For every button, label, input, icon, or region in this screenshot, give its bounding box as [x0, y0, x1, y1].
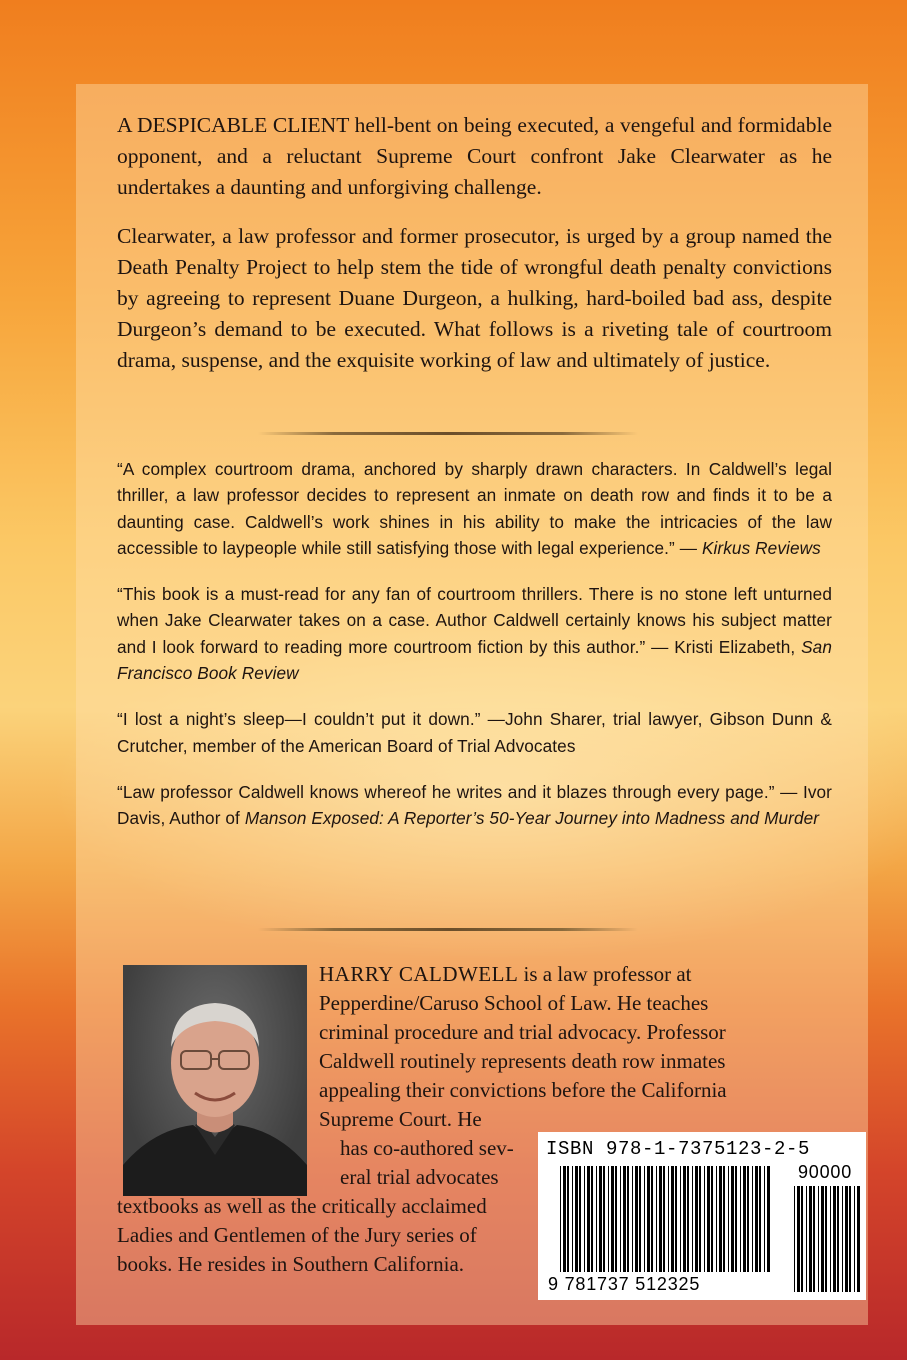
bio-text: is a law professor at [518, 962, 692, 986]
barcode-bar [740, 1166, 741, 1272]
barcode-bar [818, 1186, 819, 1292]
barcode-bar [623, 1166, 626, 1272]
barcode-bar [723, 1166, 725, 1272]
barcode-bar [567, 1166, 569, 1272]
barcode-bar [656, 1166, 657, 1272]
bio-line: Pepperdine/Caruso School of Law. He teaches [319, 991, 709, 1015]
review-source: Manson Exposed: A Reporter’s 50-Year Journey into Madness and Murder [244, 808, 820, 829]
author-portrait-illustration [123, 965, 307, 1196]
bio-line: Supreme Court. He [319, 1107, 482, 1131]
synopsis [117, 110, 832, 394]
barcode-bar [747, 1166, 749, 1272]
bio-line: books. He resides in Southern California. [117, 1252, 465, 1276]
barcode-bar [683, 1166, 686, 1272]
barcode-bar [821, 1186, 824, 1292]
divider-top [258, 432, 638, 435]
barcode-bar [584, 1166, 585, 1272]
barcode-bar [794, 1186, 795, 1292]
barcode-bar [830, 1186, 831, 1292]
barcode-bar [759, 1166, 761, 1272]
barcode-bar [767, 1166, 770, 1272]
barcode-bar [675, 1166, 677, 1272]
barcode-bar [752, 1166, 753, 1272]
barcode-bar [704, 1166, 705, 1272]
reviews [117, 456, 832, 852]
barcode-bar [651, 1166, 653, 1272]
barcode-bar [857, 1186, 860, 1292]
barcode-bar [842, 1186, 843, 1292]
barcode-bar [575, 1166, 578, 1272]
bio-line: eral trial advocates [340, 1165, 499, 1189]
barcode-bar [707, 1166, 710, 1272]
barcode-bar [671, 1166, 674, 1272]
bio-line: criminal procedure and trial advocacy. Professor [319, 1020, 726, 1044]
bio-line: Ladies and Gentlemen of the Jury series of [117, 1223, 477, 1247]
bio-line [319, 960, 692, 989]
barcode-bar [854, 1186, 855, 1292]
barcode-bar [611, 1166, 614, 1272]
barcode-bar [825, 1186, 827, 1292]
barcode-bar [680, 1166, 681, 1272]
review-quote: “I lost a night’s sleep—I couldn’t put it down.” —John Sharer, trial lawyer, Gibson Dunn & Crutcher, member of the American Board of Trial Advocates [117, 709, 832, 756]
barcode-bar [833, 1186, 836, 1292]
barcode-bar [719, 1166, 722, 1272]
review-source: San Francisco Book Review [117, 636, 832, 684]
review-quote: “A complex courtroom drama, anchored by sharply drawn characters. In Caldwell’s legal thriller, a law professor decides to represent an inmate on death row and finds it to be a daunting case. Caldwell’s work shines in his ability to make the intricacies of the law accessible to laypeople while still satisfying those with legal experience.” — [117, 459, 832, 558]
barcode-bar [632, 1166, 633, 1272]
barcode-bar [755, 1166, 758, 1272]
barcode-bar [591, 1166, 593, 1272]
barcode-bar [731, 1166, 734, 1272]
author-photo [123, 965, 307, 1196]
barcode-bar [692, 1166, 693, 1272]
review-sf-book-review [117, 581, 832, 686]
barcode-bar [560, 1166, 561, 1272]
barcode-bar [695, 1166, 698, 1272]
barcode-bar [809, 1186, 812, 1292]
review-kirkus [117, 456, 832, 561]
author-name: HARRY CALDWELL [319, 962, 519, 986]
barcode-bar [668, 1166, 669, 1272]
bio-line: Caldwell routinely represents death row inmates [319, 1049, 726, 1073]
synopsis-paragraph-2: Clearwater, a law professor and former prosecutor, is urged by a group named the Death Penalty Project to help stem the tide of wrongful death penalty convictions by agreeing to represent Duane Durgeon, a hulking, hard-boiled bad ass, despite Durgeon’s demand to be executed. What follows is a riveting tale of courtroom drama, suspense, and the exquisite working of law and ultimately of justice. [117, 224, 832, 372]
ean-digits: 9 781737 512325 [548, 1274, 701, 1294]
barcode-bar [608, 1166, 609, 1272]
barcode-bar [849, 1186, 851, 1292]
barcode-bar [845, 1186, 848, 1292]
review-source: Kirkus Reviews [701, 537, 821, 558]
barcode-bar [627, 1166, 629, 1272]
barcode-bar [647, 1166, 650, 1272]
barcode-bar [797, 1186, 800, 1292]
barcode-bar [663, 1166, 665, 1272]
barcode-bar [743, 1166, 746, 1272]
review-quote: “Law professor Caldwell knows whereof he writes and it blazes through every page.” — Ivor Davis, Author of [117, 781, 832, 829]
barcode-bar [599, 1166, 602, 1272]
review-davis [117, 779, 832, 832]
barcode-bar [699, 1166, 701, 1272]
divider-bottom [258, 928, 638, 931]
barcode-bar [587, 1166, 590, 1272]
barcode-bar [635, 1166, 638, 1272]
price-addon-digits: 90000 [798, 1162, 853, 1182]
barcode-bar [813, 1186, 815, 1292]
barcode-bar [579, 1166, 581, 1272]
barcode-bar [639, 1166, 641, 1272]
barcode-bar [806, 1186, 807, 1292]
bio-line: appealing their convictions before the California [319, 1078, 727, 1102]
barcode-bar [596, 1166, 597, 1272]
synopsis-paragraph-1: A DESPICABLE CLIENT hell-bent on being executed, a vengeful and formidable opponent, and a reluctant Supreme Court confront Jake Clearwater as he undertakes a daunting and unforgiving challenge. [117, 113, 832, 199]
isbn-barcode [538, 1132, 866, 1300]
barcode-bar [659, 1166, 662, 1272]
bio-line: has co-authored sev- [340, 1136, 514, 1160]
barcode-bar [572, 1166, 573, 1272]
barcode-bar [687, 1166, 689, 1272]
barcode-bar [728, 1166, 729, 1272]
barcode-bar [716, 1166, 717, 1272]
isbn-label: ISBN 978-1-7375123-2-5 [546, 1138, 811, 1160]
barcode-bar [615, 1166, 617, 1272]
review-sharer [117, 706, 832, 759]
barcode-bar [837, 1186, 839, 1292]
barcode-bar [620, 1166, 621, 1272]
barcode-bar [644, 1166, 645, 1272]
barcode-bar [735, 1166, 737, 1272]
barcode-bar [563, 1166, 566, 1272]
barcode-bar [711, 1166, 713, 1272]
bio-line: textbooks as well as the critically acclaimed [117, 1194, 487, 1218]
barcode-bar [801, 1186, 803, 1292]
barcode-bar [764, 1166, 765, 1272]
barcode-bar [603, 1166, 605, 1272]
review-quote: “This book is a must-read for any fan of courtroom thrillers. There is no stone left unturned when Jake Clearwater takes on a case. Author Caldwell certainly knows his subject matter and I look forward to reading more courtroom fiction by this author.” — Kristi Elizabeth, [117, 584, 832, 657]
